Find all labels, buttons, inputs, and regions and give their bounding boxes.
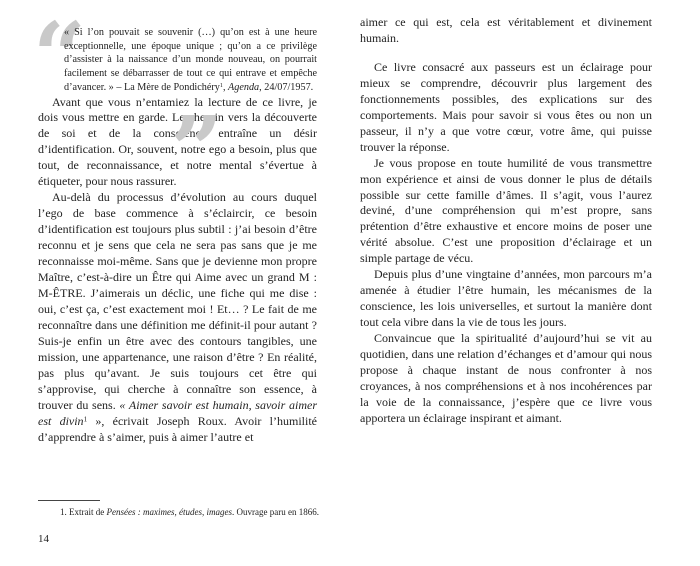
close-quote-mark-icon: ” (170, 96, 223, 204)
footnote-ref: 1 (83, 414, 88, 423)
epigraph-source: Agenda (228, 81, 260, 93)
left-page (33, 0, 317, 445)
quote-joseph-roux: « Aimer savoir est humain, savoir aimer est divin (38, 397, 317, 428)
footnote-rule (38, 500, 100, 501)
footnote: 1. Extrait de Pensées : maximes, études, images. Ouvrage paru en 1866. (60, 507, 319, 517)
page-number: 14 (38, 533, 49, 545)
paragraph-6: Convaincue que la spiritualité d’aujourd’hui se vit au quotidien, dans une relation d’échanges et d’amour qui nous propose à chaque instant de nous confronter à nos croyances, à nos compréhensions et à nos incohérences par la voie de la connaissance, j’espère que ce livre vous apportera un éclairage inspirant et aimant. (360, 331, 652, 425)
open-quote-mark-icon: “ (33, 2, 86, 110)
footnote-ref: 1 (219, 82, 223, 89)
paragraph-continuation: aimer ce qui est, cela est véritablement et divinement humain. (360, 15, 652, 45)
paragraph-1: Avant que vous n’entamiez la lecture de ce livre, je dois vous mettre en garde. Le chemin vers la découverte de soi et de la conscience entraîne un désir d’identification. Or, souvent, notre ego a besoin, plus que tout, de reconnaissance, et notre mental s’évertue à étiqueter, pour nous rassurer. (38, 94, 317, 189)
paragraph-4: Je vous propose en toute humilité de vous transmettre mon expérience et ainsi de vous donner le plus de détails possible sur cette famille d’âmes. Il s’agit, vous l’aurez deviné, d’une compréhension qui m’est propre, sans prétention d’être exhaustive et encore moins de poser une vérité absolue. C’est une proposition d’éclairage et un simple partage de vécu. (360, 155, 652, 266)
paragraph-2: Au-delà du processus d’évolution au cours duquel l’ego de base commence à s’éclaircir, ce besoin d’identification est toujours plus subtil : j’ai besoin d’être reconnu et je sens que cela ne sera pas sans que je me reconnaisse moi-même. Sans que je devienne mon propre Maître, c’est-à-dire un Être qui Aime avec un grand M : M-ÊTRE. J’aimerais un déclic, une fiche qui me dise : oui, c’est ça, c’est exactement moi ! Et… ? Le fait de me reconnaître dans une définition me définit-il pour autant ? Suis-je enfin un être avec des contours tangibles, une mission, une appartenance, une raison d’être ? En réalité, pas plus qu’avant. Je suis toujours cet être qui s’approvise, qui cherche à connaître son essence, à trouver du sens. « Aimer savoir est humain, savoir aimer est divin$^1$ », écrivait Joseph Roux. Avoir l’humilité d’apprendre à s’aimer, puis à aimer l’autre et (38, 190, 317, 444)
epigraph-text: « Si l’on pouvait se souvenir (…) qu’on est à une heure exceptionnelle, une époque unique ; qu’on a ce privilège d’assister à la naissance d’un monde nouveau, on pourrait facilement se débarrasser de tout ce qui entrave et empêche d’avancer. » – La Mère de Pondichéry$^1$, Agenda, 24/07/1957. (64, 27, 317, 93)
paragraph-5: Depuis plus d’une vingtaine d’années, mon parcours m’a amenée à étudier l’être humain, les mécanismes de la conscience, les lois universelles, et surtout la manière dont tout cela vibre dans la vie de tous les jours. (360, 267, 652, 330)
right-page (360, 0, 652, 427)
paragraph-3: Ce livre consacré aux passeurs est un éclairage pour mieux se comprendre, découvrir plus largement des fonctionnements possibles, des explications sur des comportements. Mais pour savoir si vous êtes ou non un passeur, il n’y a que votre cœur, votre âme, qui puisse trouver la réponse. (360, 59, 652, 154)
